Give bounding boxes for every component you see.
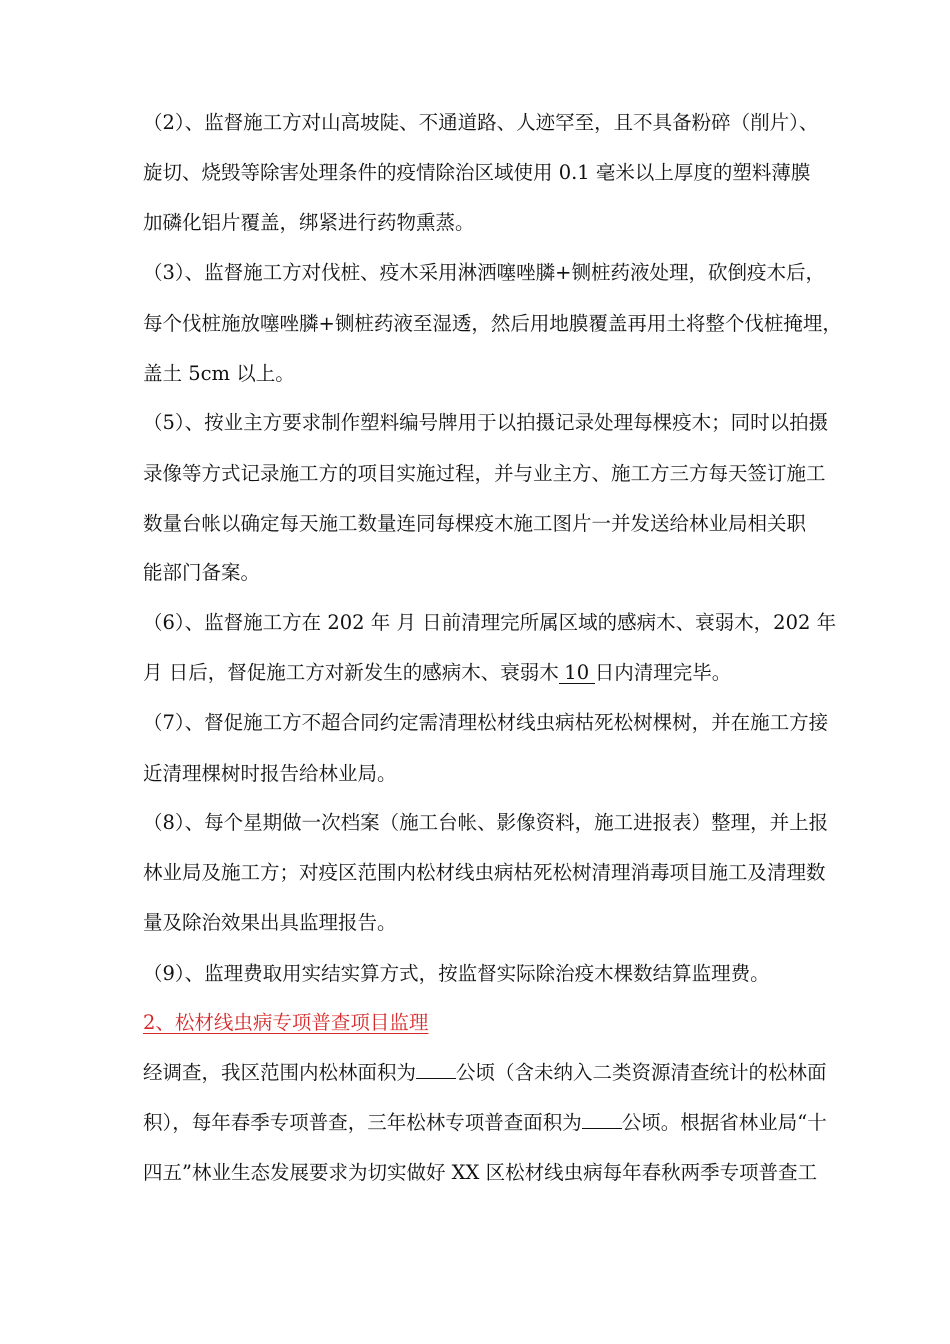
line-text: 公顷。根据省林业局“十 xyxy=(621,1111,827,1134)
paragraph-line: 数量台帐以确定每天施工数量连同每棵疫木施工图片一并发送给林业局相关职 xyxy=(143,512,807,535)
fill-in-blank xyxy=(582,1128,622,1129)
paragraph-line: 量及除治效果出具监理报告。 xyxy=(143,911,397,934)
paragraph-line: 每个伐桩施放噻唑膦+铡桩药液至湿透，然后用地膜覆盖再用土将整个伐桩掩埋， xyxy=(143,312,842,335)
line-text: 公顷（含未纳入二类资源清查统计的松林面 xyxy=(456,1061,827,1084)
paragraph-line: 旋切、烧毁等除害处理条件的疫情除治区域使用 0.1 毫米以上厚度的塑料薄膜 xyxy=(143,161,811,184)
paragraph-line: （6）、监督施工方在 202 年 月 日前清理完所属区域的感病木、衰弱木，202 年 xyxy=(143,611,837,634)
paragraph-line: 加磷化铝片覆盖，绑紧进行药物熏蒸。 xyxy=(143,211,475,234)
line-text: 月 日后，督促施工方对新发生的感病木、衰弱木 xyxy=(143,661,559,684)
paragraph-line: 近清理棵树时报告给林业局。 xyxy=(143,762,397,785)
section-heading: 2、松材线虫病专项普查项目监理 xyxy=(143,1011,429,1034)
paragraph-line: 能部门备案。 xyxy=(143,561,261,584)
paragraph-line: （2）、监督施工方对山高坡陡、不通道路、人迹罕至，且不具备粉碎（削片）、 xyxy=(143,111,819,134)
paragraph-line: （7）、督促施工方不超合同约定需清理松材线虫病枯死松树棵树，并在施工方接 xyxy=(143,711,829,734)
fill-in-blank xyxy=(416,1078,456,1079)
paragraph-line: 四五”林业生态发展要求为切实做好 XX 区松材线虫病每年春秋两季专项普查工 xyxy=(143,1161,818,1184)
line-text: 日内清理完毕。 xyxy=(594,661,732,684)
line-text: 经调查，我区范围内松林面积为 xyxy=(143,1061,417,1084)
paragraph-line xyxy=(143,1060,827,1086)
line-text: 积），每年春季专项普查，三年松林专项普查面积为 xyxy=(143,1111,582,1134)
paragraph-line: 林业局及施工方；对疫区范围内松材线虫病枯死松树清理消毒项目施工及清理数 xyxy=(143,861,826,884)
paragraph-line: （5）、按业主方要求制作塑料编号牌用于以拍摄记录处理每棵疫木；同时以拍摄 xyxy=(143,411,829,434)
paragraph-line: 盖土 5cm 以上。 xyxy=(143,362,295,385)
paragraph-line: （8）、每个星期做一次档案（施工台帐、影像资料，施工进报表）整理，并上报 xyxy=(143,811,829,834)
underlined-value: 10 xyxy=(559,663,595,684)
paragraph-line xyxy=(143,660,731,686)
paragraph-line xyxy=(143,1110,827,1136)
paragraph-line: （9）、监理费取用实结实算方式，按监督实际除治疫木棵数结算监理费。 xyxy=(143,962,770,985)
paragraph-line: 录像等方式记录施工方的项目实施过程，并与业主方、施工方三方每天签订施工 xyxy=(143,462,826,485)
paragraph-line: （3）、监督施工方对伐桩、疫木采用淋洒噻唑膦+铡桩药液处理，砍倒疫木后， xyxy=(143,261,825,284)
